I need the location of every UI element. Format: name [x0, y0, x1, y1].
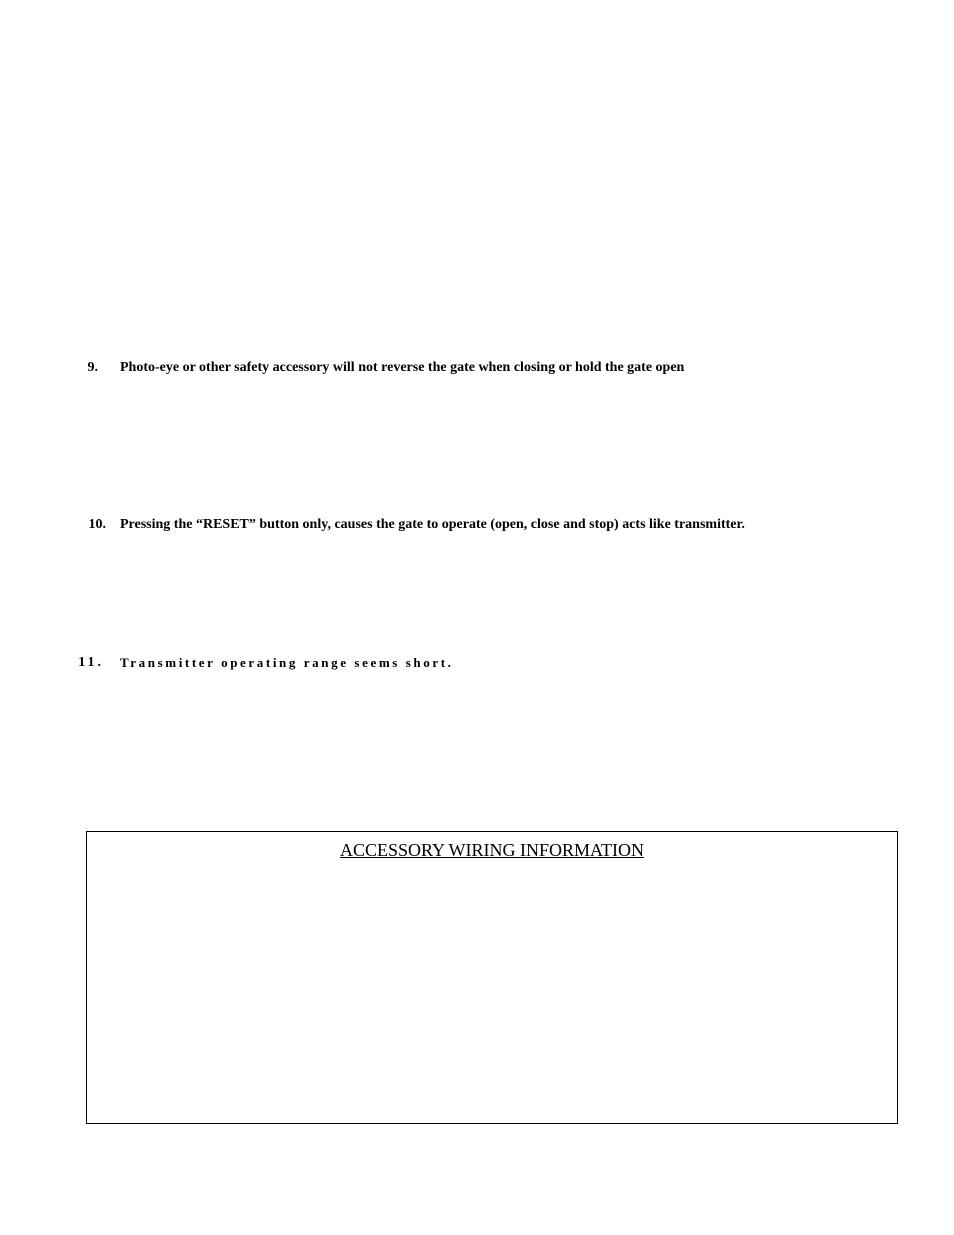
item-text: Pressing the “RESET” button only, causes the gate to operate (open, close and stop) acts like transmitter. [120, 517, 745, 532]
accessory-wiring-title: ACCESSORY WIRING INFORMATION [339, 840, 645, 860]
item-number: 9. [87, 360, 98, 375]
item-text: Transmitter operating range seems short. [120, 655, 454, 670]
item-text: Photo-eye or other safety accessory will not reverse the gate when closing or hold the gate open [120, 360, 685, 375]
item-number: 10. [88, 517, 106, 532]
item-number: 11. [78, 655, 104, 670]
accessory-wiring-box [86, 831, 898, 1124]
